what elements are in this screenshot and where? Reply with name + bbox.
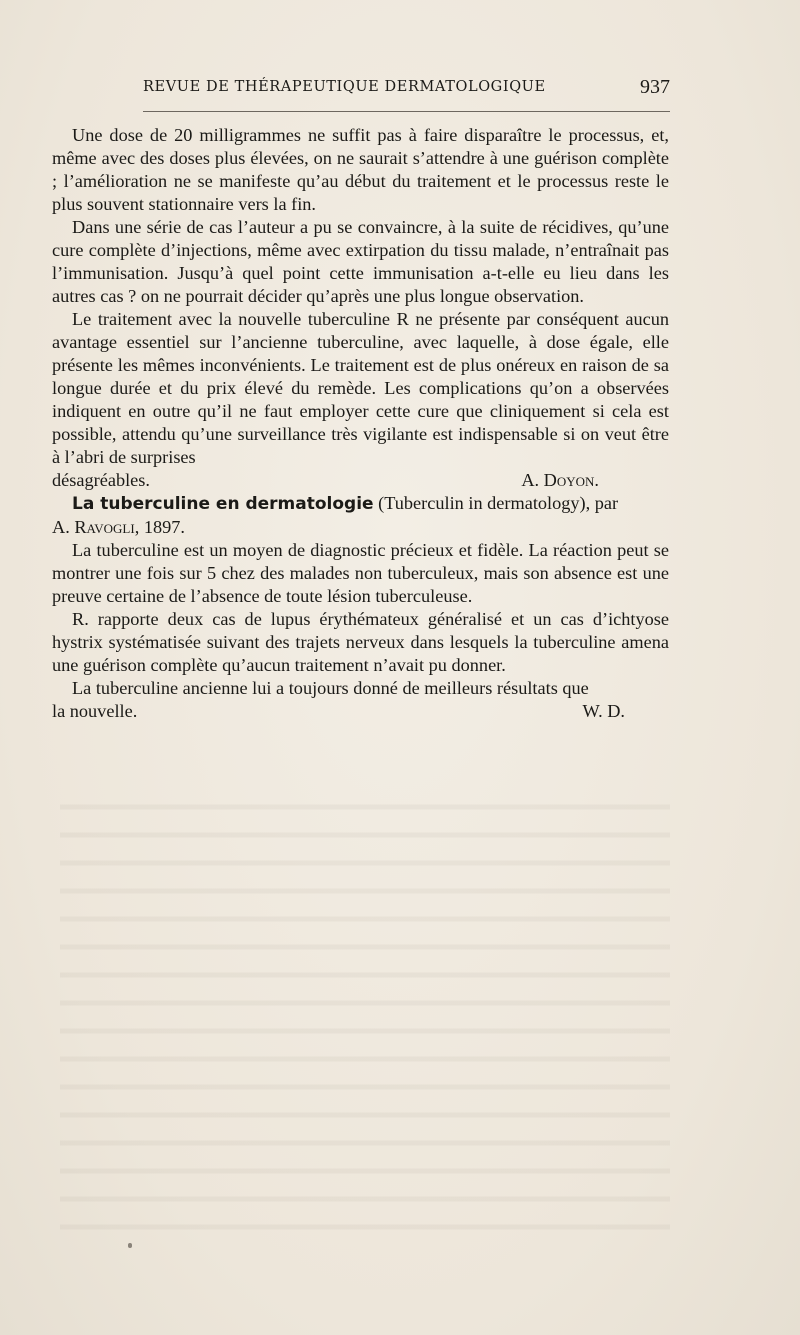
paragraph-5: R. rapporte deux cas de lupus érythémateux généralisé et un cas d’ichtyose hystrix systématisée suivant des trajets nerveux dans lesquels la tuberculine amena une guérison complète qu’aucun traitement n’avait pu donner. bbox=[52, 609, 669, 675]
article-heading bbox=[52, 492, 669, 516]
body-text bbox=[52, 124, 669, 723]
paragraph-6-last-line: la nouvelle. bbox=[52, 701, 138, 721]
article-title: La tuberculine en dermatologie bbox=[72, 494, 374, 514]
paragraph-2: Dans une série de cas l’auteur a pu se convaincre, à la suite de récidives, qu’une cure complète d’injections, même avec extirpation du tissu malade, n’entraînait pas l’immunisation. Jusqu’à quel point cette immunisation a-t-elle eu lieu dans les autres cas ? on ne pourrait décider qu’après une plus longue observation. bbox=[52, 217, 669, 306]
paragraph-4: La tuberculine est un moyen de diagnostic précieux et fidèle. La réaction peut se montrer une fois sur 5 chez des malades non tuberculeux, mais son absence est une preuve certaine de l’absence de toute lésion tuberculeuse. bbox=[52, 540, 669, 606]
paper-speck bbox=[128, 1243, 132, 1248]
signature-doyon: A. Doyon. bbox=[521, 470, 599, 490]
paragraph-3-closing bbox=[52, 469, 669, 492]
running-title: REVUE DE THÉRAPEUTIQUE DERMATOLOGIQUE bbox=[143, 79, 546, 95]
paragraph-3-last-line: désagréables. bbox=[52, 470, 150, 490]
paragraph-3: Le traitement avec la nouvelle tuberculine R ne présente par conséquent aucun avantage essentiel sur l’ancienne tuberculine, avec laquelle, à dose égale, elle présente les mêmes inconvénients. Le traitement est de plus onéreux en raison de sa longue durée et du prix élevé du remède. Les complications qu’on a observées indiquent en outre qu’il ne faut employer cette cure que cliniquement si cela est possible, attendu qu’une surveillance très vigilante est indispensable si on veut être à l’abri de surprises bbox=[52, 309, 669, 467]
article-byline bbox=[52, 516, 669, 539]
show-through-text bbox=[60, 790, 670, 1230]
article-year: , 1897. bbox=[134, 517, 185, 537]
article-author: A. Ravogli bbox=[52, 517, 135, 537]
paragraph-6: La tuberculine ancienne lui a toujours donné de meilleurs résultats que bbox=[72, 678, 589, 698]
header-rule bbox=[143, 111, 670, 112]
signature-wd: W. D. bbox=[582, 701, 625, 721]
page-number: 937 bbox=[640, 76, 670, 98]
article-title-rest: (Tuberculin in dermatology), par bbox=[378, 493, 619, 513]
paragraph-1: Une dose de 20 milligrammes ne suffit pas à faire disparaître le processus, et, même avec des doses plus élevées, on ne saurait s’attendre à une guérison complète ; l’amélioration ne se manifeste qu’au début du traitement et le processus reste le plus souvent stationnaire vers la fin. bbox=[52, 125, 669, 214]
paragraph-6-closing bbox=[52, 700, 669, 723]
page-header bbox=[143, 76, 670, 102]
